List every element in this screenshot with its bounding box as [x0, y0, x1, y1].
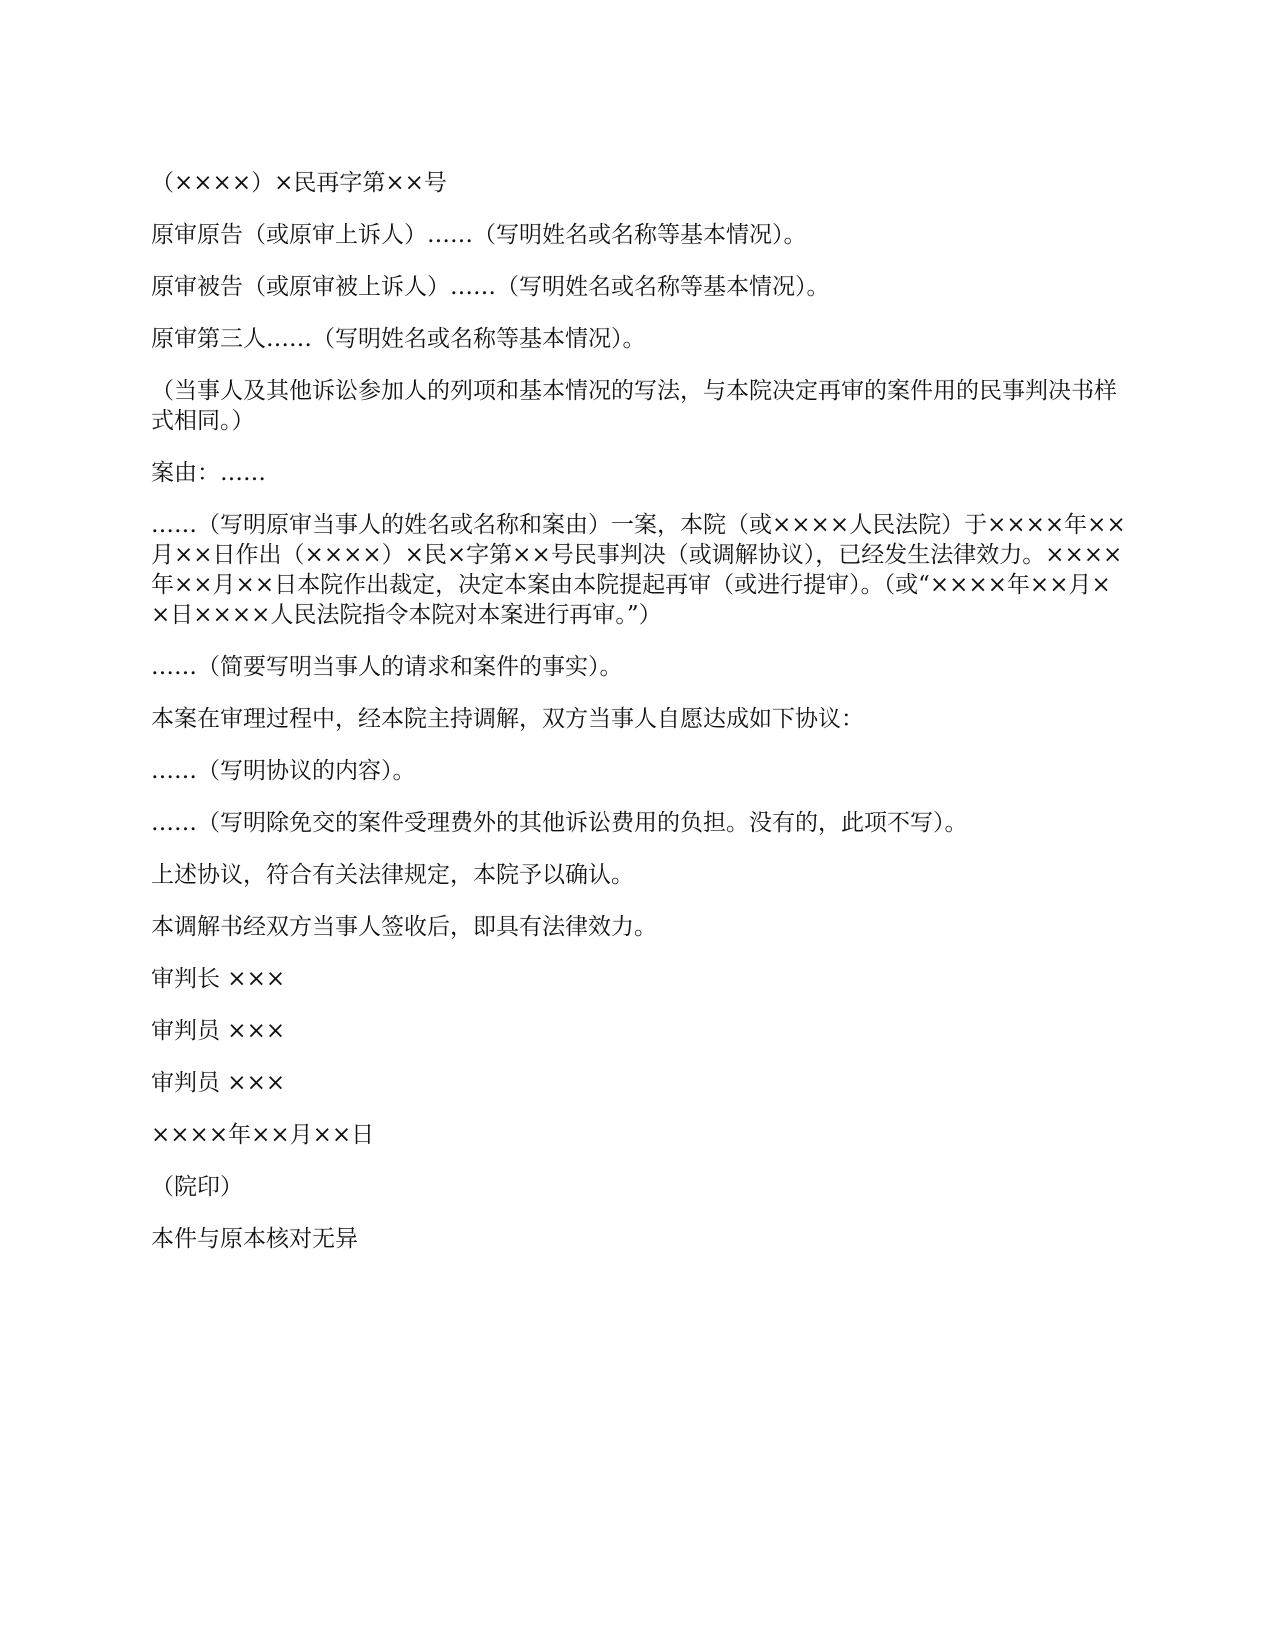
mediation-intro: 本案在审理过程中，经本院主持调解，双方当事人自愿达成如下协议：: [151, 706, 864, 732]
court-confirmation: 上述协议，符合有关法律规定，本院予以确认。: [151, 862, 634, 888]
agreement-content: ……（写明协议的内容）。: [151, 758, 416, 784]
case-background: ……（写明原审当事人的姓名或名称和案由）一案，本院（或××××人民法院）于××××年××月××日作出（××××）×民×字第××号民事判决（或调解协议），已经发生法律效力。××××年××月××日本院作出裁定，决定本案由本院提起再审（或进行提审）。（或“××××年××月××日××××人民法院指令本院对本案进行再审。”）: [151, 512, 1126, 628]
case-cause: 案由：……: [151, 460, 266, 486]
litigation-costs: ……（写明除免交的案件受理费外的其他诉讼费用的负担。没有的，此项不写）。: [151, 810, 968, 836]
court-seal: （院印）: [151, 1174, 243, 1200]
document-body: [151, 168, 1126, 1276]
legal-effect: 本调解书经双方当事人签收后，即具有法律效力。: [151, 914, 657, 940]
presiding-judge: 审判长 ×××: [151, 966, 286, 992]
document-date: ××××年××月××日: [151, 1122, 375, 1148]
party-plaintiff: 原审原告（或原审上诉人）……（写明姓名或名称等基本情况）。: [151, 222, 807, 248]
case-facts: ……（简要写明当事人的请求和案件的事实）。: [151, 654, 623, 680]
case-number: （××××）×民再字第××号: [151, 170, 447, 196]
parties-note: （当事人及其他诉讼参加人的列项和基本情况的写法，与本院决定再审的案件用的民事判决书样式相同。）: [151, 378, 1117, 434]
verification-note: 本件与原本核对无异: [151, 1226, 358, 1252]
judge-1: 审判员 ×××: [151, 1018, 286, 1044]
party-third: 原审第三人……（写明姓名或名称等基本情况）。: [151, 326, 646, 352]
judge-2: 审判员 ×××: [151, 1070, 286, 1096]
party-defendant: 原审被告（或原审被上诉人）……（写明姓名或名称等基本情况）。: [151, 274, 830, 300]
